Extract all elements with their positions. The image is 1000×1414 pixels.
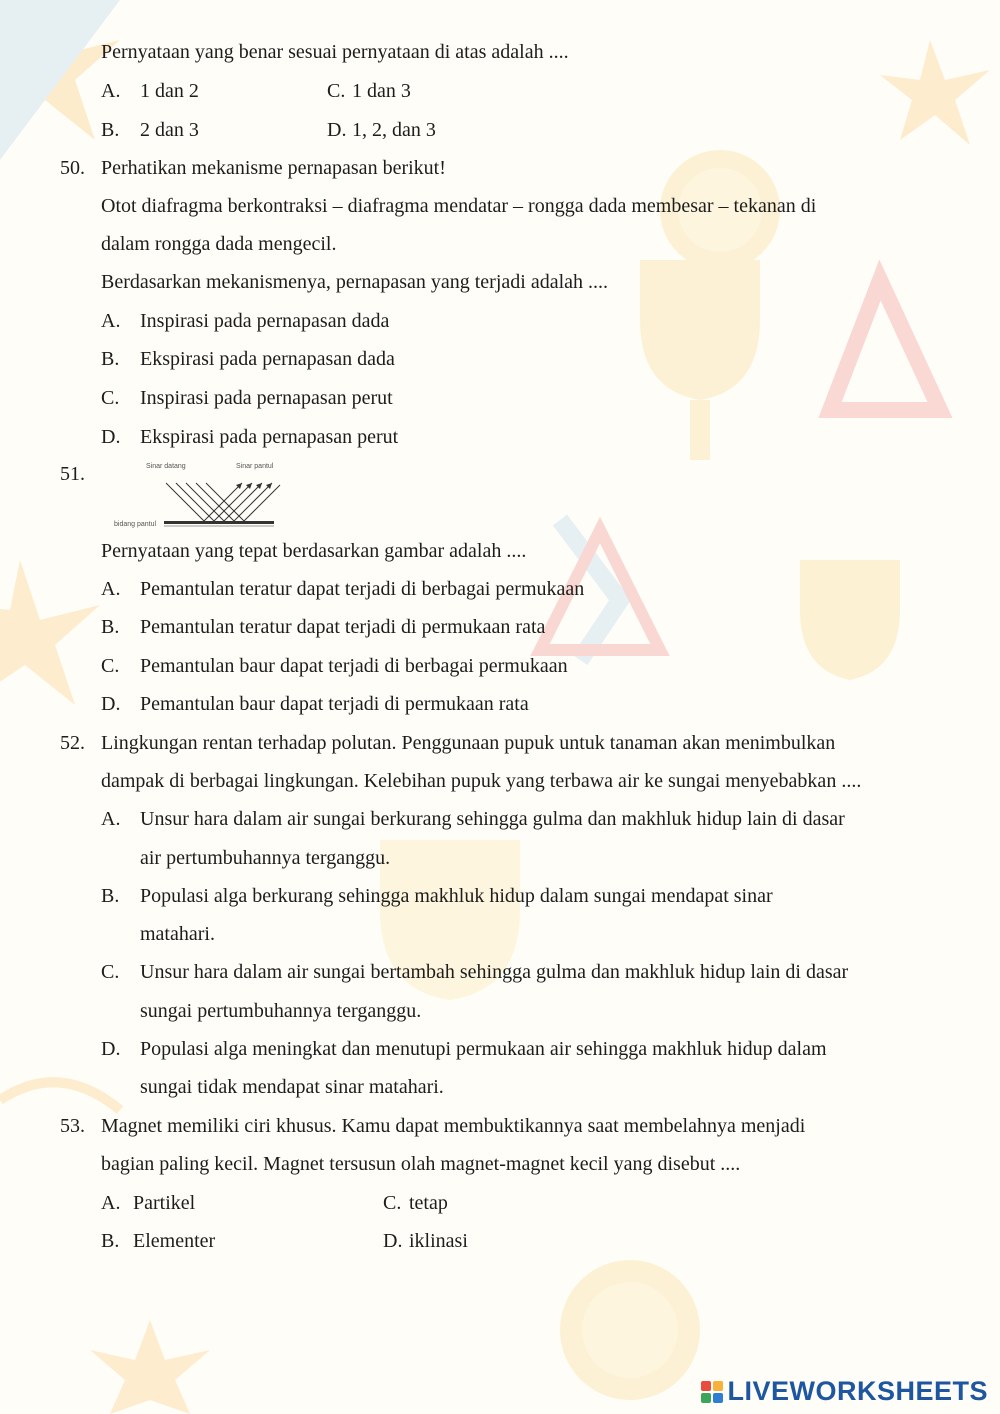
q51-option-b[interactable]: Pemantulan teratur dapat terjadi di permukaan rata (140, 616, 546, 638)
q50-number: 50. (60, 157, 85, 179)
q53-option-a[interactable]: Partikel (133, 1192, 196, 1214)
reflection-rays (114, 463, 284, 533)
q49-option-b[interactable]: 2 dan 3 (140, 119, 199, 141)
q51-option-a-letter: A. (101, 578, 121, 600)
q50-option-b[interactable]: Ekspirasi pada pernapasan dada (140, 348, 395, 370)
liveworksheets-icon (701, 1381, 723, 1403)
q53-option-c[interactable]: tetap (409, 1192, 448, 1214)
q52-option-d-line1[interactable]: Populasi alga meningkat dan menutupi permukaan air sehingga makhluk hidup dalam (140, 1038, 827, 1060)
q50-option-d-letter: D. (101, 426, 121, 448)
q49-option-c-letter: C. (327, 80, 346, 102)
q52-option-b-letter: B. (101, 885, 120, 907)
q49-option-d-letter: D. (327, 119, 347, 141)
q51-option-a[interactable]: Pemantulan teratur dapat terjadi di berbagai permukaan (140, 578, 585, 600)
q50-option-a[interactable]: Inspirasi pada pernapasan dada (140, 310, 390, 332)
label-reflected-ray: Sinar pantul (236, 463, 274, 470)
q50-stem-line1: Perhatikan mekanisme pernapasan berikut! (101, 157, 446, 179)
brand-name: LIVEWORKSHEETS (727, 1376, 988, 1406)
q52-option-c-line1[interactable]: Unsur hara dalam air sungai bertambah sehingga gulma dan makhluk hidup lain di dasar (140, 961, 849, 983)
q49-option-d[interactable]: 1, 2, dan 3 (352, 119, 436, 141)
q50-stem-line2: Otot diafragma berkontraksi – diafragma mendatar – rongga dada membesar – tekanan di (101, 195, 817, 217)
q52-option-a-line1[interactable]: Unsur hara dalam air sungai berkurang sehingga gulma dan makhluk hidup lain di dasar (140, 808, 845, 830)
q53-stem-line2: bagian paling kecil. Magnet tersusun olah magnet-magnet kecil yang disebut .... (101, 1153, 741, 1175)
q53-option-b[interactable]: Elementer (133, 1230, 216, 1252)
q49-stem: Pernyataan yang benar sesuai pernyataan di atas adalah .... (101, 41, 569, 63)
q52-option-a-line2[interactable]: air pertumbuhannya terganggu. (140, 847, 391, 869)
q51-stem: Pernyataan yang tepat berdasarkan gambar adalah .... (101, 540, 527, 562)
q51-option-b-letter: B. (101, 616, 120, 638)
q53-option-a-letter: A. (101, 1192, 121, 1214)
q52-option-b-line1[interactable]: Populasi alga berkurang sehingga makhluk hidup dalam sungai mendapat sinar (140, 885, 773, 907)
q52-number: 52. (60, 732, 85, 754)
q50-option-a-letter: A. (101, 310, 121, 332)
q53-option-d[interactable]: iklinasi (409, 1230, 468, 1252)
q51-option-c[interactable]: Pemantulan baur dapat terjadi di berbagai permukaan (140, 655, 568, 677)
q50-option-c[interactable]: Inspirasi pada pernapasan perut (140, 387, 393, 409)
q52-option-c-line2[interactable]: sungai pertumbuhannya terganggu. (140, 1000, 422, 1022)
q52-option-c-letter: C. (101, 961, 120, 983)
q51-option-c-letter: C. (101, 655, 120, 677)
q53-number: 53. (60, 1115, 85, 1137)
liveworksheets-logo[interactable] (701, 1376, 988, 1407)
q53-option-b-letter: B. (101, 1230, 120, 1252)
q51-option-d-letter: D. (101, 693, 121, 715)
q50-stem-line3: dalam rongga dada mengecil. (101, 233, 337, 255)
reflection-diagram (114, 463, 284, 533)
q52-stem-line2: dampak di berbagai lingkungan. Kelebihan pupuk yang terbawa air ke sungai menyebabkan .... (101, 770, 862, 792)
q52-stem-line1: Lingkungan rentan terhadap polutan. Penggunaan pupuk untuk tanaman akan menimbulkan (101, 732, 836, 754)
q52-option-a-letter: A. (101, 808, 121, 830)
label-incoming-ray: Sinar datang (146, 463, 186, 470)
q49-option-a[interactable]: 1 dan 2 (140, 80, 199, 102)
q53-option-d-letter: D. (383, 1230, 403, 1252)
q50-option-c-letter: C. (101, 387, 120, 409)
q52-option-d-letter: D. (101, 1038, 121, 1060)
q51-option-d[interactable]: Pemantulan baur dapat terjadi di permukaan rata (140, 693, 529, 715)
q49-option-a-letter: A. (101, 80, 121, 102)
label-reflecting-surface: bidang pantul (114, 521, 157, 528)
q53-stem-line1: Magnet memiliki ciri khusus. Kamu dapat membuktikannya saat membelahnya menjadi (101, 1115, 806, 1137)
q53-option-c-letter: C. (383, 1192, 402, 1214)
q50-option-d[interactable]: Ekspirasi pada pernapasan perut (140, 426, 399, 448)
q52-option-d-line2[interactable]: sungai tidak mendapat sinar matahari. (140, 1076, 444, 1098)
q51-number: 51. (60, 463, 85, 485)
q50-option-b-letter: B. (101, 348, 120, 370)
q49-option-b-letter: B. (101, 119, 120, 141)
q52-option-b-line2[interactable]: matahari. (140, 923, 215, 945)
q49-option-c[interactable]: 1 dan 3 (352, 80, 411, 102)
q50-stem-line4: Berdasarkan mekanismenya, pernapasan yang terjadi adalah .... (101, 271, 609, 293)
